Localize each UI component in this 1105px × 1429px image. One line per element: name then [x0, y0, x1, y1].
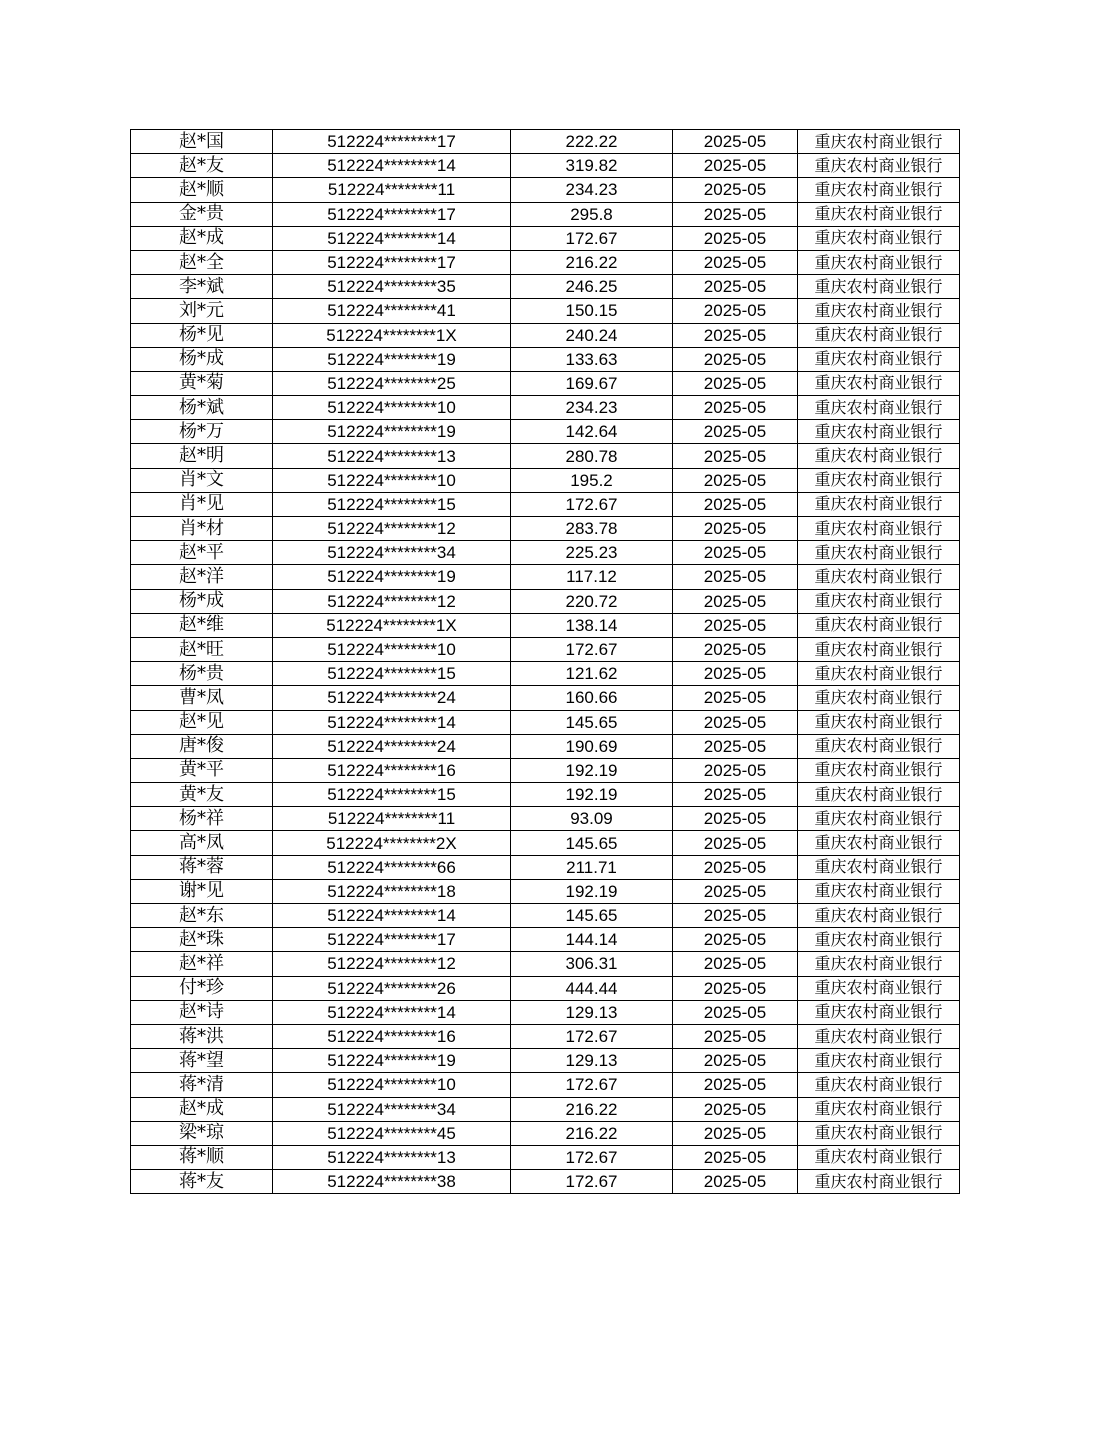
bank-cell: 重庆农村商业银行	[798, 662, 960, 686]
name-cell: 肖*材	[131, 517, 273, 541]
bank-cell: 重庆农村商业银行	[798, 928, 960, 952]
month-cell: 2025-05	[673, 275, 798, 299]
amount-cell: 129.13	[511, 1000, 673, 1024]
month-cell: 2025-05	[673, 299, 798, 323]
name-cell: 杨*成	[131, 589, 273, 613]
amount-cell: 234.23	[511, 396, 673, 420]
table-row	[131, 1049, 960, 1073]
amount-cell: 211.71	[511, 855, 673, 879]
amount-cell: 246.25	[511, 275, 673, 299]
month-cell: 2025-05	[673, 1049, 798, 1073]
table-row	[131, 202, 960, 226]
table-row	[131, 517, 960, 541]
month-cell: 2025-05	[673, 710, 798, 734]
id-number-cell: 512224********14	[273, 710, 511, 734]
name-cell: 高*凤	[131, 831, 273, 855]
month-cell: 2025-05	[673, 613, 798, 637]
name-cell: 付*珍	[131, 976, 273, 1000]
amount-cell: 172.67	[511, 1024, 673, 1048]
amount-cell: 172.67	[511, 226, 673, 250]
id-number-cell: 512224********17	[273, 928, 511, 952]
name-cell: 梁*琼	[131, 1121, 273, 1145]
name-cell: 赵*成	[131, 226, 273, 250]
bank-cell: 重庆农村商业银行	[798, 976, 960, 1000]
table-row	[131, 347, 960, 371]
bank-cell: 重庆农村商业银行	[798, 879, 960, 903]
month-cell: 2025-05	[673, 783, 798, 807]
table-row	[131, 154, 960, 178]
table-row	[131, 1121, 960, 1145]
month-cell: 2025-05	[673, 758, 798, 782]
month-cell: 2025-05	[673, 637, 798, 661]
bank-cell: 重庆农村商业银行	[798, 130, 960, 154]
id-number-cell: 512224********16	[273, 758, 511, 782]
month-cell: 2025-05	[673, 202, 798, 226]
table-row	[131, 783, 960, 807]
month-cell: 2025-05	[673, 662, 798, 686]
month-cell: 2025-05	[673, 1000, 798, 1024]
table-row	[131, 686, 960, 710]
name-cell: 黄*友	[131, 783, 273, 807]
id-number-cell: 512224********38	[273, 1170, 511, 1194]
table-row	[131, 226, 960, 250]
table-row	[131, 807, 960, 831]
table-row	[131, 758, 960, 782]
amount-cell: 295.8	[511, 202, 673, 226]
amount-cell: 142.64	[511, 420, 673, 444]
payment-roster-table	[130, 129, 960, 1194]
amount-cell: 169.67	[511, 371, 673, 395]
amount-cell: 216.22	[511, 250, 673, 274]
bank-cell: 重庆农村商业银行	[798, 1145, 960, 1169]
table-row	[131, 565, 960, 589]
id-number-cell: 512224********45	[273, 1121, 511, 1145]
month-cell: 2025-05	[673, 1121, 798, 1145]
amount-cell: 190.69	[511, 734, 673, 758]
amount-cell: 192.19	[511, 758, 673, 782]
amount-cell: 172.67	[511, 1170, 673, 1194]
bank-cell: 重庆农村商业银行	[798, 1121, 960, 1145]
bank-cell: 重庆农村商业银行	[798, 1073, 960, 1097]
amount-cell: 172.67	[511, 1145, 673, 1169]
table-row	[131, 275, 960, 299]
month-cell: 2025-05	[673, 178, 798, 202]
month-cell: 2025-05	[673, 517, 798, 541]
amount-cell: 172.67	[511, 1073, 673, 1097]
bank-cell: 重庆农村商业银行	[798, 202, 960, 226]
month-cell: 2025-05	[673, 250, 798, 274]
id-number-cell: 512224********41	[273, 299, 511, 323]
amount-cell: 160.66	[511, 686, 673, 710]
month-cell: 2025-05	[673, 976, 798, 1000]
amount-cell: 195.2	[511, 468, 673, 492]
amount-cell: 216.22	[511, 1121, 673, 1145]
table-row	[131, 541, 960, 565]
table-row	[131, 130, 960, 154]
id-number-cell: 512224********14	[273, 226, 511, 250]
bank-cell: 重庆农村商业银行	[798, 855, 960, 879]
id-number-cell: 512224********12	[273, 952, 511, 976]
amount-cell: 172.67	[511, 637, 673, 661]
name-cell: 李*斌	[131, 275, 273, 299]
id-number-cell: 512224********11	[273, 178, 511, 202]
month-cell: 2025-05	[673, 541, 798, 565]
amount-cell: 172.67	[511, 492, 673, 516]
id-number-cell: 512224********14	[273, 1000, 511, 1024]
month-cell: 2025-05	[673, 1097, 798, 1121]
name-cell: 赵*珠	[131, 928, 273, 952]
id-number-cell: 512224********19	[273, 565, 511, 589]
name-cell: 赵*国	[131, 130, 273, 154]
amount-cell: 444.44	[511, 976, 673, 1000]
month-cell: 2025-05	[673, 154, 798, 178]
name-cell: 赵*全	[131, 250, 273, 274]
bank-cell: 重庆农村商业银行	[798, 517, 960, 541]
name-cell: 蒋*清	[131, 1073, 273, 1097]
name-cell: 杨*祥	[131, 807, 273, 831]
name-cell: 赵*东	[131, 904, 273, 928]
month-cell: 2025-05	[673, 468, 798, 492]
id-number-cell: 512224********15	[273, 662, 511, 686]
bank-cell: 重庆农村商业银行	[798, 1049, 960, 1073]
id-number-cell: 512224********26	[273, 976, 511, 1000]
bank-cell: 重庆农村商业银行	[798, 807, 960, 831]
amount-cell: 222.22	[511, 130, 673, 154]
month-cell: 2025-05	[673, 323, 798, 347]
id-number-cell: 512224********13	[273, 444, 511, 468]
bank-cell: 重庆农村商业银行	[798, 1024, 960, 1048]
table-row	[131, 444, 960, 468]
table-row	[131, 589, 960, 613]
bank-cell: 重庆农村商业银行	[798, 347, 960, 371]
id-number-cell: 512224********13	[273, 1145, 511, 1169]
month-cell: 2025-05	[673, 831, 798, 855]
name-cell: 刘*元	[131, 299, 273, 323]
name-cell: 赵*平	[131, 541, 273, 565]
month-cell: 2025-05	[673, 904, 798, 928]
month-cell: 2025-05	[673, 928, 798, 952]
month-cell: 2025-05	[673, 1170, 798, 1194]
month-cell: 2025-05	[673, 734, 798, 758]
id-number-cell: 512224********14	[273, 904, 511, 928]
bank-cell: 重庆农村商业银行	[798, 565, 960, 589]
month-cell: 2025-05	[673, 1145, 798, 1169]
name-cell: 金*贵	[131, 202, 273, 226]
month-cell: 2025-05	[673, 420, 798, 444]
id-number-cell: 512224********24	[273, 686, 511, 710]
name-cell: 赵*友	[131, 154, 273, 178]
bank-cell: 重庆农村商业银行	[798, 420, 960, 444]
amount-cell: 129.13	[511, 1049, 673, 1073]
bank-cell: 重庆农村商业银行	[798, 589, 960, 613]
table-row	[131, 831, 960, 855]
bank-cell: 重庆农村商业银行	[798, 178, 960, 202]
id-number-cell: 512224********12	[273, 589, 511, 613]
name-cell: 肖*文	[131, 468, 273, 492]
name-cell: 唐*俊	[131, 734, 273, 758]
table-row	[131, 420, 960, 444]
bank-cell: 重庆农村商业银行	[798, 734, 960, 758]
table-row	[131, 1170, 960, 1194]
name-cell: 赵*顺	[131, 178, 273, 202]
table-row	[131, 468, 960, 492]
amount-cell: 234.23	[511, 178, 673, 202]
month-cell: 2025-05	[673, 492, 798, 516]
amount-cell: 192.19	[511, 783, 673, 807]
month-cell: 2025-05	[673, 855, 798, 879]
table-row	[131, 637, 960, 661]
name-cell: 黄*菊	[131, 371, 273, 395]
table-row	[131, 1097, 960, 1121]
name-cell: 赵*明	[131, 444, 273, 468]
amount-cell: 220.72	[511, 589, 673, 613]
name-cell: 蒋*洪	[131, 1024, 273, 1048]
month-cell: 2025-05	[673, 686, 798, 710]
name-cell: 赵*洋	[131, 565, 273, 589]
bank-cell: 重庆农村商业银行	[798, 710, 960, 734]
id-number-cell: 512224********12	[273, 517, 511, 541]
bank-cell: 重庆农村商业银行	[798, 371, 960, 395]
bank-cell: 重庆农村商业银行	[798, 831, 960, 855]
id-number-cell: 512224********10	[273, 468, 511, 492]
amount-cell: 280.78	[511, 444, 673, 468]
amount-cell: 283.78	[511, 517, 673, 541]
table-row	[131, 734, 960, 758]
name-cell: 赵*祥	[131, 952, 273, 976]
amount-cell: 225.23	[511, 541, 673, 565]
name-cell: 蒋*望	[131, 1049, 273, 1073]
id-number-cell: 512224********19	[273, 1049, 511, 1073]
bank-cell: 重庆农村商业银行	[798, 1097, 960, 1121]
id-number-cell: 512224********14	[273, 154, 511, 178]
name-cell: 蒋*顺	[131, 1145, 273, 1169]
name-cell: 赵*维	[131, 613, 273, 637]
name-cell: 杨*万	[131, 420, 273, 444]
amount-cell: 145.65	[511, 710, 673, 734]
month-cell: 2025-05	[673, 1024, 798, 1048]
bank-cell: 重庆农村商业银行	[798, 952, 960, 976]
roster-body	[131, 130, 960, 1194]
month-cell: 2025-05	[673, 565, 798, 589]
amount-cell: 192.19	[511, 879, 673, 903]
id-number-cell: 512224********24	[273, 734, 511, 758]
name-cell: 蒋*蓉	[131, 855, 273, 879]
id-number-cell: 512224********17	[273, 250, 511, 274]
amount-cell: 319.82	[511, 154, 673, 178]
table-row	[131, 976, 960, 1000]
month-cell: 2025-05	[673, 444, 798, 468]
bank-cell: 重庆农村商业银行	[798, 154, 960, 178]
amount-cell: 216.22	[511, 1097, 673, 1121]
table-row	[131, 299, 960, 323]
amount-cell: 306.31	[511, 952, 673, 976]
id-number-cell: 512224********2X	[273, 831, 511, 855]
name-cell: 曹*凤	[131, 686, 273, 710]
table-row	[131, 952, 960, 976]
amount-cell: 93.09	[511, 807, 673, 831]
bank-cell: 重庆农村商业银行	[798, 250, 960, 274]
bank-cell: 重庆农村商业银行	[798, 299, 960, 323]
table-row	[131, 928, 960, 952]
table-row	[131, 904, 960, 928]
amount-cell: 133.63	[511, 347, 673, 371]
month-cell: 2025-05	[673, 879, 798, 903]
amount-cell: 145.65	[511, 831, 673, 855]
name-cell: 杨*贵	[131, 662, 273, 686]
month-cell: 2025-05	[673, 589, 798, 613]
bank-cell: 重庆农村商业银行	[798, 637, 960, 661]
name-cell: 杨*成	[131, 347, 273, 371]
month-cell: 2025-05	[673, 1073, 798, 1097]
month-cell: 2025-05	[673, 371, 798, 395]
table-row	[131, 1073, 960, 1097]
table-row	[131, 371, 960, 395]
month-cell: 2025-05	[673, 396, 798, 420]
table-row	[131, 250, 960, 274]
amount-cell: 121.62	[511, 662, 673, 686]
name-cell: 谢*见	[131, 879, 273, 903]
month-cell: 2025-05	[673, 347, 798, 371]
id-number-cell: 512224********17	[273, 130, 511, 154]
bank-cell: 重庆农村商业银行	[798, 783, 960, 807]
name-cell: 赵*诗	[131, 1000, 273, 1024]
id-number-cell: 512224********1X	[273, 613, 511, 637]
bank-cell: 重庆农村商业银行	[798, 492, 960, 516]
id-number-cell: 512224********10	[273, 637, 511, 661]
id-number-cell: 512224********19	[273, 347, 511, 371]
id-number-cell: 512224********34	[273, 541, 511, 565]
id-number-cell: 512224********17	[273, 202, 511, 226]
bank-cell: 重庆农村商业银行	[798, 1000, 960, 1024]
id-number-cell: 512224********18	[273, 879, 511, 903]
table-row	[131, 879, 960, 903]
id-number-cell: 512224********10	[273, 396, 511, 420]
month-cell: 2025-05	[673, 807, 798, 831]
amount-cell: 240.24	[511, 323, 673, 347]
table-row	[131, 323, 960, 347]
table-row	[131, 492, 960, 516]
amount-cell: 150.15	[511, 299, 673, 323]
bank-cell: 重庆农村商业银行	[798, 323, 960, 347]
bank-cell: 重庆农村商业银行	[798, 1170, 960, 1194]
bank-cell: 重庆农村商业银行	[798, 758, 960, 782]
bank-cell: 重庆农村商业银行	[798, 275, 960, 299]
table-row	[131, 710, 960, 734]
month-cell: 2025-05	[673, 226, 798, 250]
amount-cell: 138.14	[511, 613, 673, 637]
table-row	[131, 855, 960, 879]
table-row	[131, 613, 960, 637]
id-number-cell: 512224********15	[273, 492, 511, 516]
name-cell: 赵*成	[131, 1097, 273, 1121]
table-row	[131, 1024, 960, 1048]
table-row	[131, 178, 960, 202]
id-number-cell: 512224********19	[273, 420, 511, 444]
table-row	[131, 396, 960, 420]
name-cell: 杨*见	[131, 323, 273, 347]
name-cell: 黄*平	[131, 758, 273, 782]
bank-cell: 重庆农村商业银行	[798, 226, 960, 250]
id-number-cell: 512224********10	[273, 1073, 511, 1097]
amount-cell: 117.12	[511, 565, 673, 589]
id-number-cell: 512224********25	[273, 371, 511, 395]
table-row	[131, 1145, 960, 1169]
bank-cell: 重庆农村商业银行	[798, 468, 960, 492]
bank-cell: 重庆农村商业银行	[798, 686, 960, 710]
id-number-cell: 512224********34	[273, 1097, 511, 1121]
name-cell: 蒋*友	[131, 1170, 273, 1194]
name-cell: 赵*旺	[131, 637, 273, 661]
bank-cell: 重庆农村商业银行	[798, 904, 960, 928]
month-cell: 2025-05	[673, 952, 798, 976]
bank-cell: 重庆农村商业银行	[798, 444, 960, 468]
name-cell: 赵*见	[131, 710, 273, 734]
bank-cell: 重庆农村商业银行	[798, 613, 960, 637]
id-number-cell: 512224********35	[273, 275, 511, 299]
table-row	[131, 662, 960, 686]
id-number-cell: 512224********16	[273, 1024, 511, 1048]
name-cell: 肖*见	[131, 492, 273, 516]
table-row	[131, 1000, 960, 1024]
amount-cell: 145.65	[511, 904, 673, 928]
month-cell: 2025-05	[673, 130, 798, 154]
id-number-cell: 512224********1X	[273, 323, 511, 347]
bank-cell: 重庆农村商业银行	[798, 396, 960, 420]
id-number-cell: 512224********15	[273, 783, 511, 807]
id-number-cell: 512224********66	[273, 855, 511, 879]
bank-cell: 重庆农村商业银行	[798, 541, 960, 565]
id-number-cell: 512224********11	[273, 807, 511, 831]
amount-cell: 144.14	[511, 928, 673, 952]
name-cell: 杨*斌	[131, 396, 273, 420]
